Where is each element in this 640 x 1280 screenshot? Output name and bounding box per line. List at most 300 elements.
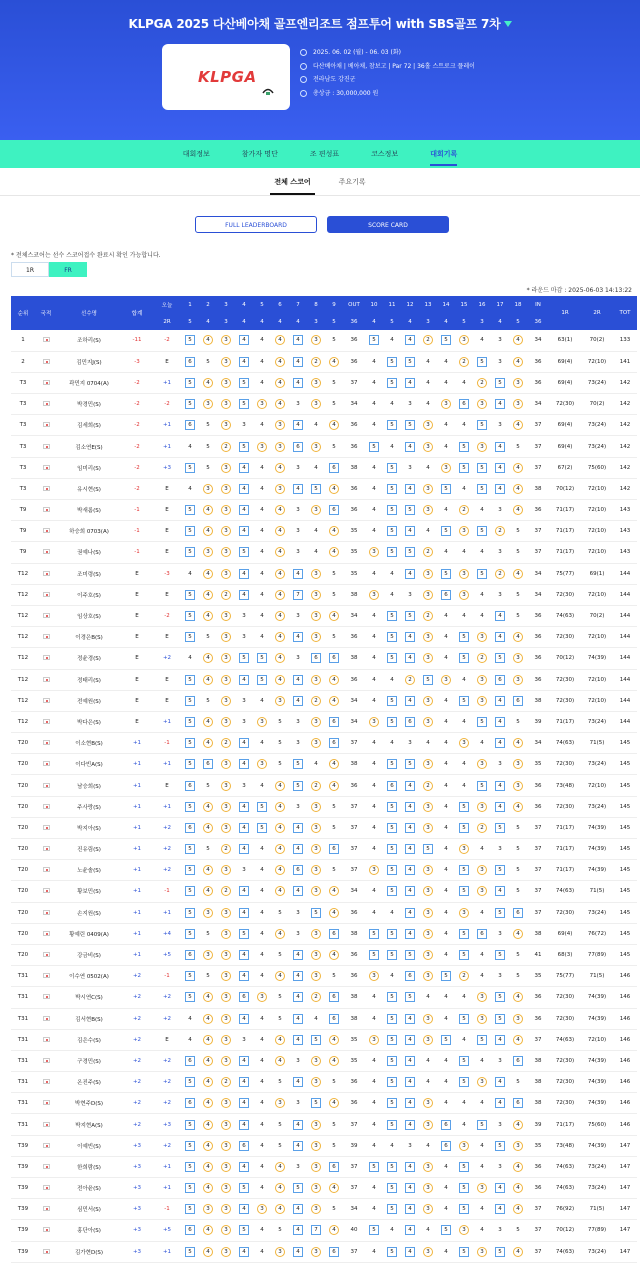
score-value: 4 bbox=[293, 1225, 303, 1235]
hole-score bbox=[473, 902, 491, 923]
nav-tab-3[interactable]: 코스정보 bbox=[371, 150, 399, 158]
player-name[interactable]: 이다빈A(S) bbox=[57, 754, 121, 775]
player-name[interactable]: 임미리(S) bbox=[57, 457, 121, 478]
korea-flag-icon bbox=[43, 465, 50, 470]
score-value: 5 bbox=[206, 930, 210, 937]
full-leaderboard-button[interactable]: FULL LEADERBOARD bbox=[195, 216, 317, 233]
player-row[interactable] bbox=[11, 584, 637, 605]
hole-score bbox=[253, 690, 271, 711]
player-row[interactable] bbox=[11, 351, 637, 372]
player-row[interactable] bbox=[11, 1241, 637, 1262]
col-subheader: 3 bbox=[419, 313, 437, 330]
hole-score bbox=[235, 351, 253, 372]
hole-score bbox=[509, 669, 527, 690]
hole-score bbox=[437, 669, 455, 690]
score-value: 4 bbox=[275, 590, 285, 600]
score-value: 3 bbox=[513, 399, 523, 409]
score-value: 4 bbox=[513, 992, 523, 1002]
hole-score bbox=[455, 860, 473, 881]
hole-score bbox=[365, 1156, 383, 1177]
hole-score bbox=[271, 1135, 289, 1156]
hole-score bbox=[307, 1050, 325, 1071]
subnav-tab-1[interactable]: 주요기록 bbox=[338, 178, 366, 186]
score-card-button[interactable]: SCORE CARD bbox=[327, 216, 449, 233]
today-score: -2 bbox=[153, 330, 181, 351]
hole-score bbox=[307, 542, 325, 563]
score-value: 3 bbox=[242, 1036, 246, 1043]
score-value: 5 bbox=[459, 653, 469, 663]
in-score: 36 bbox=[527, 669, 549, 690]
player-row[interactable] bbox=[11, 415, 637, 436]
player-name[interactable]: 한희람(S) bbox=[57, 1156, 121, 1177]
player-row[interactable] bbox=[11, 944, 637, 965]
round1-score: 72(30) bbox=[549, 690, 581, 711]
player-row[interactable] bbox=[11, 881, 637, 902]
player-row[interactable] bbox=[11, 1156, 637, 1177]
player-row[interactable] bbox=[11, 1050, 637, 1071]
hole-score bbox=[401, 1050, 419, 1071]
hole-score bbox=[455, 966, 473, 987]
player-name[interactable]: 손지원(S) bbox=[57, 902, 121, 923]
score-value: 4 bbox=[293, 1141, 303, 1151]
player-row[interactable] bbox=[11, 648, 637, 669]
score-value: 4 bbox=[444, 952, 448, 959]
score-value: 4 bbox=[480, 507, 484, 514]
score-value: 4 bbox=[513, 569, 523, 579]
player-row[interactable] bbox=[11, 923, 637, 944]
out-score: 34 bbox=[343, 881, 365, 902]
hole-score bbox=[509, 690, 527, 711]
score-value: 4 bbox=[275, 526, 285, 536]
player-row[interactable] bbox=[11, 372, 637, 393]
score-value: 3 bbox=[477, 865, 487, 875]
player-name[interactable]: 황보민(S) bbox=[57, 881, 121, 902]
hole-score bbox=[455, 839, 473, 860]
hole-score bbox=[365, 436, 383, 457]
hole-score bbox=[473, 690, 491, 711]
round1-score: 72(30) bbox=[549, 754, 581, 775]
score-value: 6 bbox=[329, 653, 339, 663]
score-value: 4 bbox=[426, 401, 430, 408]
hole-score bbox=[509, 754, 527, 775]
hole-score bbox=[217, 1008, 235, 1029]
score-value: 3 bbox=[477, 442, 487, 452]
player-row[interactable] bbox=[11, 394, 637, 415]
total-score: +3 bbox=[121, 1178, 153, 1199]
score-value: 4 bbox=[405, 378, 415, 388]
player-row[interactable] bbox=[11, 605, 637, 626]
player-row[interactable] bbox=[11, 436, 637, 457]
score-value: 3 bbox=[423, 802, 433, 812]
subnav-tab-0[interactable]: 전체 스코어 bbox=[260, 168, 324, 195]
player-row[interactable] bbox=[11, 1178, 637, 1199]
player-row[interactable] bbox=[11, 457, 637, 478]
score-value: 5 bbox=[459, 865, 469, 875]
nationality bbox=[35, 1241, 57, 1262]
hole-score bbox=[307, 394, 325, 415]
score-value: 3 bbox=[423, 569, 433, 579]
player-name[interactable]: 황예린 0409(A) bbox=[57, 923, 121, 944]
player-name[interactable]: 김서현B(S) bbox=[57, 1008, 121, 1029]
hole-score bbox=[383, 563, 401, 584]
score-value: 3 bbox=[203, 547, 213, 557]
player-name[interactable]: 이경은B(S) bbox=[57, 627, 121, 648]
hole-score bbox=[491, 690, 509, 711]
col-subheader: 4 bbox=[271, 313, 289, 330]
score-value: 3 bbox=[369, 1035, 379, 1045]
player-name[interactable]: 김가현D(S) bbox=[57, 1241, 121, 1262]
score-value: 3 bbox=[296, 464, 300, 471]
player-row[interactable] bbox=[11, 1093, 637, 1114]
player-row[interactable] bbox=[11, 1072, 637, 1093]
total-score: E bbox=[121, 563, 153, 584]
score-value: 3 bbox=[423, 908, 433, 918]
score-value: 3 bbox=[296, 718, 300, 725]
korea-flag-icon bbox=[43, 444, 50, 449]
hole-score bbox=[419, 690, 437, 711]
player-name[interactable]: 권예나(S) bbox=[57, 542, 121, 563]
score-value: 5 bbox=[387, 484, 397, 494]
player-name[interactable]: 임상호(S) bbox=[57, 605, 121, 626]
nav-tab-4[interactable]: 대회기록 bbox=[414, 140, 473, 168]
korea-flag-icon bbox=[43, 1016, 50, 1021]
player-row[interactable] bbox=[11, 1199, 637, 1220]
score-value: 5 bbox=[387, 1098, 397, 1108]
score-value: 3 bbox=[459, 569, 469, 579]
tournament-header bbox=[0, 0, 640, 140]
col-header: 6 bbox=[271, 296, 289, 313]
total-strokes: 145 bbox=[613, 902, 637, 923]
hole-score bbox=[491, 394, 509, 415]
player-name[interactable]: 박경민(S) bbox=[57, 394, 121, 415]
nav-tab-1[interactable]: 참가자 명단 bbox=[241, 150, 278, 158]
score-value: 6 bbox=[185, 1056, 195, 1066]
korea-flag-icon bbox=[43, 994, 50, 999]
score-value: 3 bbox=[311, 929, 321, 939]
player-row[interactable] bbox=[11, 521, 637, 542]
rank: T39 bbox=[11, 1156, 35, 1177]
hole-score bbox=[491, 648, 509, 669]
hole-score bbox=[491, 415, 509, 436]
player-row[interactable] bbox=[11, 733, 637, 754]
player-name[interactable]: 이예빈(S) bbox=[57, 1135, 121, 1156]
player-name[interactable]: 유시현(S) bbox=[57, 478, 121, 499]
score-value: 6 bbox=[329, 463, 339, 473]
score-value: 5 bbox=[495, 823, 505, 833]
score-value: 4 bbox=[293, 696, 303, 706]
player-name[interactable]: 심민서(S) bbox=[57, 1199, 121, 1220]
hole-score bbox=[437, 902, 455, 923]
score-value: 5 bbox=[239, 929, 249, 939]
player-name[interactable]: 김은수(S) bbox=[57, 1029, 121, 1050]
player-row[interactable] bbox=[11, 542, 637, 563]
total-score: +1 bbox=[121, 775, 153, 796]
hole-score bbox=[325, 648, 343, 669]
hole-score bbox=[419, 1178, 437, 1199]
hole-score bbox=[217, 669, 235, 690]
player-row[interactable] bbox=[11, 711, 637, 732]
hole-score bbox=[325, 754, 343, 775]
in-score: 36 bbox=[527, 627, 549, 648]
hole-score bbox=[365, 415, 383, 436]
hole-score bbox=[419, 1241, 437, 1262]
hole-score bbox=[289, 690, 307, 711]
player-name[interactable]: 노윤솔(S) bbox=[57, 860, 121, 881]
player-row[interactable] bbox=[11, 966, 637, 987]
player-name[interactable]: 박새롬(S) bbox=[57, 500, 121, 521]
player-name[interactable]: 박지현A(S) bbox=[57, 1114, 121, 1135]
round1-score: 71(17) bbox=[549, 542, 581, 563]
rank: T31 bbox=[11, 1072, 35, 1093]
player-name[interactable]: 조하리(S) bbox=[57, 330, 121, 351]
score-value: 4 bbox=[444, 740, 448, 747]
player-row[interactable] bbox=[11, 1220, 637, 1241]
score-value: 6 bbox=[185, 1098, 195, 1108]
rank: T20 bbox=[11, 796, 35, 817]
round1-score: 74(63) bbox=[549, 1156, 581, 1177]
score-value: 4 bbox=[314, 1015, 318, 1022]
dropdown-triangle-icon[interactable] bbox=[504, 21, 512, 27]
player-name[interactable]: 주사랑(S) bbox=[57, 796, 121, 817]
score-value: 6 bbox=[441, 1141, 451, 1151]
round2-score: 72(10) bbox=[581, 542, 613, 563]
player-row[interactable] bbox=[11, 1114, 637, 1135]
score-value: 4 bbox=[203, 590, 213, 600]
hole-score bbox=[271, 542, 289, 563]
hole-score bbox=[473, 563, 491, 584]
player-row[interactable] bbox=[11, 627, 637, 648]
tournament-title[interactable]: KLPGA 2025 다산베아채 골프엔리조트 점프투어 with SBS골프 7차 bbox=[0, 15, 640, 32]
hole-score bbox=[455, 1220, 473, 1241]
hole-score bbox=[235, 1241, 253, 1262]
col-header: 5 bbox=[253, 296, 271, 313]
hole-score bbox=[307, 690, 325, 711]
score-value: 4 bbox=[260, 1079, 264, 1086]
rank: T9 bbox=[11, 521, 35, 542]
player-row[interactable] bbox=[11, 1008, 637, 1029]
score-value: 5 bbox=[257, 802, 267, 812]
score-value: 4 bbox=[203, 1225, 213, 1235]
out-score: 38 bbox=[343, 923, 365, 944]
score-value: 4 bbox=[293, 971, 303, 981]
total-strokes: 146 bbox=[613, 1029, 637, 1050]
player-row[interactable] bbox=[11, 902, 637, 923]
score-value: 3 bbox=[423, 950, 433, 960]
hole-score bbox=[253, 839, 271, 860]
player-name[interactable]: 온진주(S) bbox=[57, 1072, 121, 1093]
hole-score bbox=[401, 1178, 419, 1199]
player-name[interactable]: 박시연C(S) bbox=[57, 987, 121, 1008]
round-tab-fr[interactable]: FR bbox=[49, 262, 87, 277]
score-value: 3 bbox=[459, 1141, 469, 1151]
score-value: 5 bbox=[206, 634, 210, 641]
player-row[interactable] bbox=[11, 796, 637, 817]
player-row[interactable] bbox=[11, 839, 637, 860]
player-name[interactable]: 조미령(S) bbox=[57, 563, 121, 584]
hole-score bbox=[235, 1050, 253, 1071]
hole-score bbox=[401, 923, 419, 944]
hole-score bbox=[509, 733, 527, 754]
calendar-icon bbox=[300, 49, 307, 56]
player-name[interactable]: 김세희(S) bbox=[57, 415, 121, 436]
hole-score bbox=[509, 415, 527, 436]
score-value: 4 bbox=[329, 696, 339, 706]
hole-score bbox=[271, 775, 289, 796]
player-name[interactable]: 박다은(S) bbox=[57, 711, 121, 732]
player-name[interactable]: 전예원(S) bbox=[57, 690, 121, 711]
out-score: 36 bbox=[343, 330, 365, 351]
player-name[interactable]: 곽민지 0704(A) bbox=[57, 372, 121, 393]
col-subheader: 5 bbox=[325, 313, 343, 330]
rank: T39 bbox=[11, 1178, 35, 1199]
score-value: 3 bbox=[296, 1100, 300, 1107]
total-strokes: 141 bbox=[613, 351, 637, 372]
player-name[interactable]: 이소현B(S) bbox=[57, 733, 121, 754]
nav-tab-0[interactable]: 대회정보 bbox=[182, 150, 210, 158]
hole-score bbox=[491, 817, 509, 838]
score-value: 3 bbox=[513, 759, 523, 769]
col-subheader: 36 bbox=[343, 313, 365, 330]
score-value: 4 bbox=[480, 1206, 484, 1213]
hole-score bbox=[383, 711, 401, 732]
score-table bbox=[11, 296, 637, 1263]
hole-score bbox=[253, 648, 271, 669]
in-score: 37 bbox=[527, 881, 549, 902]
round2-score: 72(10) bbox=[581, 521, 613, 542]
hole-score bbox=[455, 1093, 473, 1114]
out-score: 36 bbox=[343, 669, 365, 690]
today-score: +1 bbox=[153, 902, 181, 923]
hole-score bbox=[419, 1156, 437, 1177]
player-row[interactable] bbox=[11, 987, 637, 1008]
hole-score bbox=[181, 733, 199, 754]
hole-score bbox=[383, 1093, 401, 1114]
score-value: 4 bbox=[390, 973, 394, 980]
in-score: 34 bbox=[527, 584, 549, 605]
hole-score bbox=[271, 1220, 289, 1241]
score-value: 5 bbox=[332, 1121, 336, 1128]
hole-score bbox=[271, 690, 289, 711]
score-value: 3 bbox=[311, 1056, 321, 1066]
score-value: 3 bbox=[275, 484, 285, 494]
score-value: 2 bbox=[459, 505, 469, 515]
score-value: 5 bbox=[387, 759, 397, 769]
hole-score bbox=[509, 1178, 527, 1199]
korea-flag-icon bbox=[43, 422, 50, 427]
score-value: 4 bbox=[314, 528, 318, 535]
player-row[interactable] bbox=[11, 775, 637, 796]
total-score: E bbox=[121, 584, 153, 605]
score-value: 3 bbox=[423, 1014, 433, 1024]
hole-score bbox=[455, 1072, 473, 1093]
score-value: 4 bbox=[275, 1035, 285, 1045]
player-row[interactable] bbox=[11, 860, 637, 881]
player-row[interactable] bbox=[11, 330, 637, 351]
player-row[interactable] bbox=[11, 754, 637, 775]
round1-score: 69(4) bbox=[549, 351, 581, 372]
score-value: 4 bbox=[260, 1163, 264, 1170]
hole-score bbox=[325, 1199, 343, 1220]
score-value: 4 bbox=[275, 569, 285, 579]
in-score: 35 bbox=[527, 1135, 549, 1156]
in-score: 38 bbox=[527, 1050, 549, 1071]
total-score: -2 bbox=[121, 436, 153, 457]
player-row[interactable] bbox=[11, 563, 637, 584]
score-value: 6 bbox=[513, 908, 523, 918]
player-row[interactable] bbox=[11, 690, 637, 711]
score-value: 6 bbox=[185, 781, 195, 791]
score-value: 5 bbox=[459, 1014, 469, 1024]
player-row[interactable] bbox=[11, 669, 637, 690]
rank: 2 bbox=[11, 351, 35, 372]
today-score: +2 bbox=[153, 839, 181, 860]
hole-score bbox=[289, 415, 307, 436]
score-value: 3 bbox=[498, 930, 502, 937]
header-row bbox=[11, 296, 637, 313]
player-name[interactable]: 강금비(S) bbox=[57, 944, 121, 965]
hole-score bbox=[217, 1199, 235, 1220]
player-name[interactable]: 전아윤(S) bbox=[57, 1178, 121, 1199]
hole-score bbox=[491, 584, 509, 605]
hole-score bbox=[437, 351, 455, 372]
total-strokes: 147 bbox=[613, 1241, 637, 1262]
score-value: 5 bbox=[185, 886, 195, 896]
round1-score: 74(63) bbox=[549, 1241, 581, 1262]
hole-score bbox=[181, 902, 199, 923]
player-name[interactable]: 박지아(S) bbox=[57, 817, 121, 838]
score-value: 5 bbox=[311, 484, 321, 494]
nav-tab-2[interactable]: 조 편성표 bbox=[309, 150, 340, 158]
player-name[interactable]: 구경민(S) bbox=[57, 1050, 121, 1071]
hole-score bbox=[307, 817, 325, 838]
out-score: 34 bbox=[343, 690, 365, 711]
total-score: +3 bbox=[121, 1199, 153, 1220]
rank: T31 bbox=[11, 1050, 35, 1071]
player-name[interactable]: 정태리(S) bbox=[57, 669, 121, 690]
hole-score bbox=[365, 902, 383, 923]
player-row[interactable] bbox=[11, 1135, 637, 1156]
hole-score bbox=[325, 457, 343, 478]
player-name[interactable]: 진유림(S) bbox=[57, 839, 121, 860]
player-name[interactable]: 정윤경(S) bbox=[57, 648, 121, 669]
hole-score bbox=[199, 457, 217, 478]
total-strokes: 145 bbox=[613, 754, 637, 775]
player-row[interactable] bbox=[11, 817, 637, 838]
round-tab-1r[interactable]: 1R bbox=[11, 262, 49, 277]
hole-score bbox=[401, 478, 419, 499]
score-value: 5 bbox=[516, 824, 520, 831]
hole-score bbox=[217, 563, 235, 584]
total-strokes: 143 bbox=[613, 521, 637, 542]
player-name[interactable]: 이수연 0502(A) bbox=[57, 966, 121, 987]
hole-score bbox=[383, 351, 401, 372]
player-row[interactable] bbox=[11, 478, 637, 499]
player-name[interactable]: 박현주D(S) bbox=[57, 1093, 121, 1114]
player-row[interactable] bbox=[11, 1029, 637, 1050]
score-value: 4 bbox=[293, 569, 303, 579]
player-name[interactable]: 김민지J(S) bbox=[57, 351, 121, 372]
player-name[interactable]: 홍단아(S) bbox=[57, 1220, 121, 1241]
col-header: 13 bbox=[419, 296, 437, 313]
hole-score bbox=[271, 415, 289, 436]
score-value: 6 bbox=[329, 1014, 339, 1024]
player-name[interactable]: 하승희 0703(A) bbox=[57, 521, 121, 542]
hole-score bbox=[437, 563, 455, 584]
player-name[interactable]: 남승희(S) bbox=[57, 775, 121, 796]
player-name[interactable]: 김소연E(S) bbox=[57, 436, 121, 457]
player-name[interactable]: 이주호(S) bbox=[57, 584, 121, 605]
player-row[interactable] bbox=[11, 500, 637, 521]
